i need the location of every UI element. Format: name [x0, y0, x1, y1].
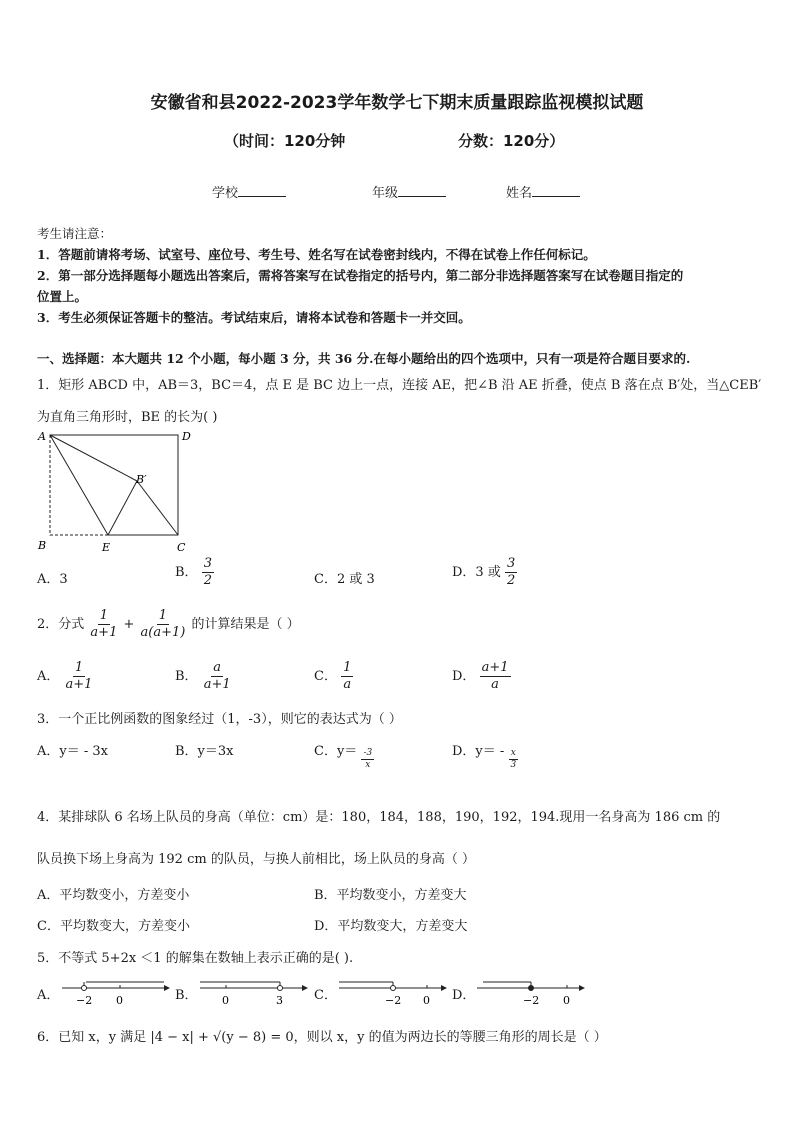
q5-option-d-label[interactable]: D．	[452, 988, 476, 1003]
q4-option-d[interactable]: D．平均数变大，方差变大	[314, 919, 468, 934]
fraction-2: $\frac{1}{a(a+1)}$	[140, 608, 186, 640]
svg-text:−2: −2	[385, 994, 402, 1007]
q3-option-a[interactable]: A．y＝ - 3x	[37, 744, 108, 759]
fraction: $\frac{3}{2}$	[506, 556, 516, 588]
label-a: A	[38, 430, 46, 443]
segment-eb-prime	[108, 481, 137, 535]
name-label: 姓名	[506, 186, 533, 201]
q3-option-d[interactable]: D．y＝ - $\frac{x}{3}$	[452, 744, 517, 770]
fraction: $\frac{3}{2}$	[203, 556, 212, 588]
svg-text:0: 0	[423, 994, 430, 1007]
q3-option-c[interactable]: C．y＝ $\frac{-3}{x}$	[314, 744, 373, 770]
school-blank[interactable]	[238, 184, 286, 197]
fraction-1: $\frac{1}{a+1}$	[90, 608, 118, 640]
q1-option-b[interactable]	[175, 556, 214, 589]
svg-text:0: 0	[222, 994, 229, 1007]
question-4-line-2: 队员换下场上身高为 192 cm 的队员，与换人前相比，场上队员的身高（ ）	[37, 852, 475, 867]
page-title: 安徽省和县2022-2023学年数学七下期末质量跟踪监视模拟试题	[150, 93, 644, 113]
q5-option-c-label[interactable]: C．	[314, 988, 337, 1003]
school-field[interactable]	[212, 182, 286, 201]
grade-blank[interactable]	[398, 184, 446, 197]
q4-option-a[interactable]: A．平均数变小，方差变小	[37, 888, 190, 903]
segment-b-prime-c	[137, 481, 178, 535]
q3-option-b[interactable]: B．y＝3x	[175, 744, 234, 759]
q5-option-a-label[interactable]: A．	[37, 988, 60, 1003]
q2-option-b[interactable]: B． $\frac{a}{a+1}$	[175, 660, 231, 692]
exam-score: 分数：120分）	[458, 132, 565, 150]
name-blank[interactable]	[532, 184, 580, 197]
svg-text:0: 0	[116, 994, 123, 1007]
notice-heading: 考生请注意：	[37, 226, 113, 241]
label-d: D	[182, 430, 191, 443]
section-heading: 一、选择题：本大题共 12 个小题，每小题 3 分，共 36 分.在每小题给出的四个选项中，只有一项是符合题目要求的.	[37, 351, 691, 366]
q4-option-b[interactable]: B．平均数变小，方差变大	[314, 888, 467, 903]
svg-text:−2: −2	[523, 994, 540, 1007]
label-e: E	[102, 541, 111, 554]
notice-item: 2．第一部分选择题每小题选出答案后，需将答案写在试卷指定的括号内，第二部分非选择题答案写在试卷题目指定的	[37, 268, 684, 283]
notice-item: 3．考生必须保证答题卡的整洁。考试结束后，请将本试卷和答题卡一并交回。	[37, 310, 471, 325]
exam-time: （时间：120分钟	[224, 132, 346, 150]
name-field[interactable]	[506, 182, 580, 201]
q4-option-c[interactable]: C．平均数变大，方差变小	[37, 919, 190, 934]
school-label: 学校	[212, 186, 239, 201]
svg-text:0: 0	[563, 994, 570, 1007]
svg-text:3: 3	[276, 994, 283, 1007]
q5-option-b-number-line[interactable]	[196, 974, 308, 1008]
q1-option-a[interactable]: A．3	[37, 572, 68, 587]
q5-option-c-number-line[interactable]	[335, 974, 447, 1008]
question-1-line-2: 为直角三角形时，BE 的长为( )	[37, 410, 218, 425]
q2-option-c[interactable]: C． $\frac{1}{a}$	[314, 660, 352, 692]
question-2: 2．分式 $\frac{1}{a+1}$ + $\frac{1}{a(a+1)}$ 的计算结果是（ ）	[37, 608, 300, 640]
notice-item: 位置上。	[37, 289, 88, 304]
label-b: B	[38, 539, 47, 552]
rectangle-outline	[50, 435, 178, 535]
option-letter: B．	[175, 565, 198, 580]
rectangle-figure	[30, 425, 200, 557]
q5-option-a-number-line[interactable]	[58, 974, 170, 1008]
q5-option-d-number-line[interactable]	[473, 974, 585, 1008]
q1-option-c[interactable]: C．2 或 3	[314, 572, 375, 587]
grade-field[interactable]	[372, 182, 446, 201]
question-1-line-1: 1．矩形 ABCD 中，AB＝3，BC＝4，点 E 是 BC 边上一点，连接 AE，把∠B 沿 AE 折叠，使点 B 落在点 B′处，当△CEB′	[37, 378, 762, 393]
option-letter: D．3 或	[452, 565, 501, 580]
svg-text:−2: −2	[76, 994, 93, 1007]
q5-option-b-label[interactable]: B．	[175, 988, 198, 1003]
label-b-prime: B′	[136, 473, 147, 486]
q1-option-d[interactable]	[452, 556, 517, 589]
question-6: 6．已知 x，y 满足 |4 − x| + √(y − 8) = 0，则以 x，y 的值为两边长的等腰三角形的周长是（ ）	[37, 1030, 607, 1045]
q2-option-d[interactable]: D． $\frac{a+1}{a}$	[452, 660, 509, 692]
question-4-line-1: 4．某排球队 6 名场上队员的身高（单位：cm）是：180，184，188，190，192，194.现用一名身高为 186 cm 的	[37, 810, 721, 825]
grade-label: 年级	[372, 186, 399, 201]
question-3: 3．一个正比例函数的图象经过（1，-3），则它的表达式为（ ）	[37, 712, 402, 727]
label-c: C	[177, 541, 186, 554]
q2-option-a[interactable]: A． $\frac{1}{a+1}$	[37, 660, 93, 692]
question-5: 5．不等式 5+2x ＜1 的解集在数轴上表示正确的是( ).	[37, 951, 354, 966]
notice-item: 1．答题前请将考场、试室号、座位号、考生号、姓名写在试卷密封线内，不得在试卷上作任何标记。	[37, 247, 596, 262]
